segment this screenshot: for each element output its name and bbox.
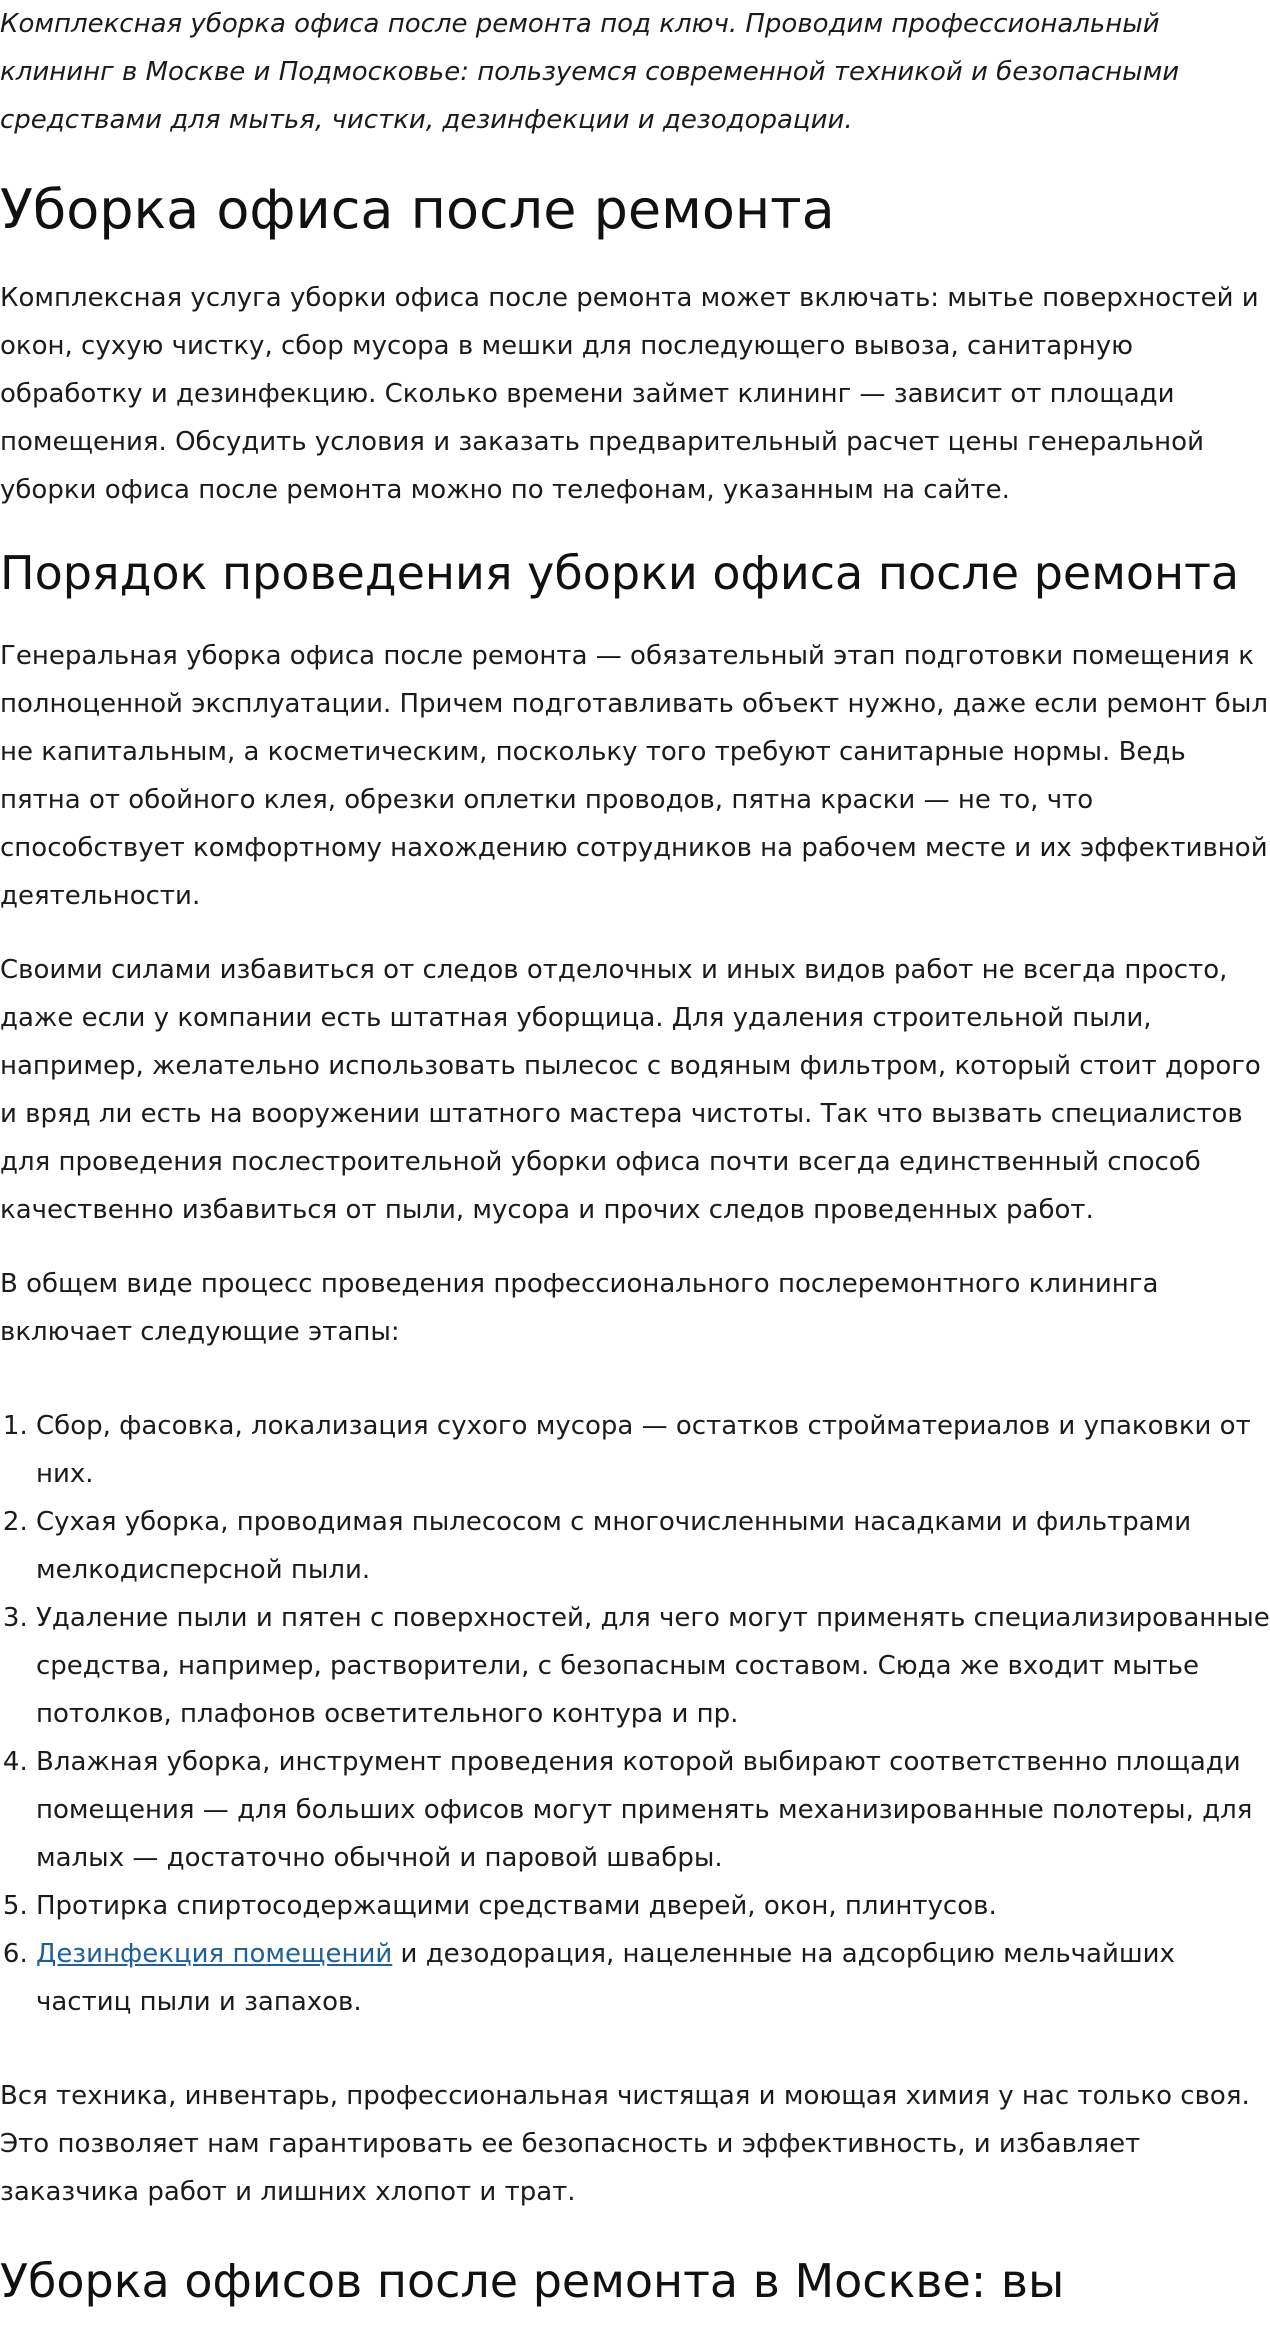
section-heading-order: Порядок проведения уборки офиса после ремонта: [0, 546, 1240, 600]
list-item: 5. Протирка спиртосодержащими средствами дверей, окон, плинтусов.: [36, 1882, 1270, 1930]
page-title: Уборка офиса после ремонта: [0, 178, 835, 241]
steps-list: [0, 1402, 1270, 2026]
list-item: 3. Удаление пыли и пятен с поверхностей, для чего могут применять специализированные средства, например, растворители, с безопасным составом. Сюда же входит мытье потолков, плафонов осветительного контура и пр.: [36, 1594, 1270, 1738]
list-item-text: и дезодорация, нацеленные на адсорбцию мельчайших частиц пыли и запахов.: [36, 1939, 1175, 2017]
list-item: 1. Сбор, фасовка, локализация сухого мусора — остатков стройматериалов и упаковки от них.: [36, 1402, 1270, 1498]
paragraph-own-efforts: Своими силами избавиться от следов отделочных и иных видов работ не всегда просто, даже если у компании есть штатная уборщица. Для удаления строительной пыли, например, желательно использовать пылесос с водяным фильтром, который стоит дорого и вряд ли есть на вооружении штатного мастера чистоты. Так что вызвать специалистов для проведения послестроительной уборки офиса почти всегда единственный способ качественно избавиться от пыли, мусора и прочих следов проведенных работ.: [0, 955, 1261, 1225]
list-item: 2. Сухая уборка, проводимая пылесосом с многочисленными насадками и фильтрами мелкодисперсной пыли.: [36, 1498, 1270, 1594]
list-item: 4. Влажная уборка, инструмент проведения которой выбирают соответственно площади помещения — для больших офисов могут применять механизированные полотеры, для малых — достаточно обычной и паровой швабры.: [36, 1738, 1270, 1882]
intro-paragraph: Комплексная услуга уборки офиса после ремонта может включать: мытье поверхностей и окон, сухую чистку, сбор мусора в мешки для последующего вывоза, санитарную обработку и дезинфекцию. Сколько времени займет клининг — зависит от площади помещения. Обсудить условия и заказать предварительный расчет цены генеральной уборки офиса после ремонта можно по телефонам, указанным на сайте.: [0, 283, 1259, 505]
lead-paragraph: Комплексная уборка офиса после ремонта под ключ. Проводим профессиональный клининг в Москве и Подмосковье: пользуемся современной техникой и безопасными средствами для мытья, чистки, дезинфекции и дезодорации.: [0, 9, 1180, 135]
paragraph-steps-intro: В общем виде процесс проведения профессионального послеремонтного клининга включает следующие этапы:: [0, 1269, 1159, 1347]
paragraph-equipment: Вся техника, инвентарь, профессиональная чистящая и моющая химия у нас только своя. Это позволяет нам гарантировать ее безопасность и эффективность, и избавляет заказчика работ и лишних хлопот и трат.: [0, 2081, 1250, 2207]
disinfection-link[interactable]: Дезинфекция помещений: [36, 1939, 393, 1969]
list-item: [36, 1930, 1270, 2026]
section-heading-moscow: Уборка офисов после ремонта в Москве: вы: [0, 2254, 1065, 2308]
paragraph-necessity: Генеральная уборка офиса после ремонта — обязательный этап подготовки помещения к полноценной эксплуатации. Причем подготавливать объект нужно, даже если ремонт был не капитальным, а косметическим, поскольку того требуют санитарные нормы. Ведь пятна от обойного клея, обрезки оплетки проводов, пятна краски — не то, что способствует комфортному нахождению сотрудников на рабочем месте и их эффективной деятельности.: [0, 641, 1268, 911]
